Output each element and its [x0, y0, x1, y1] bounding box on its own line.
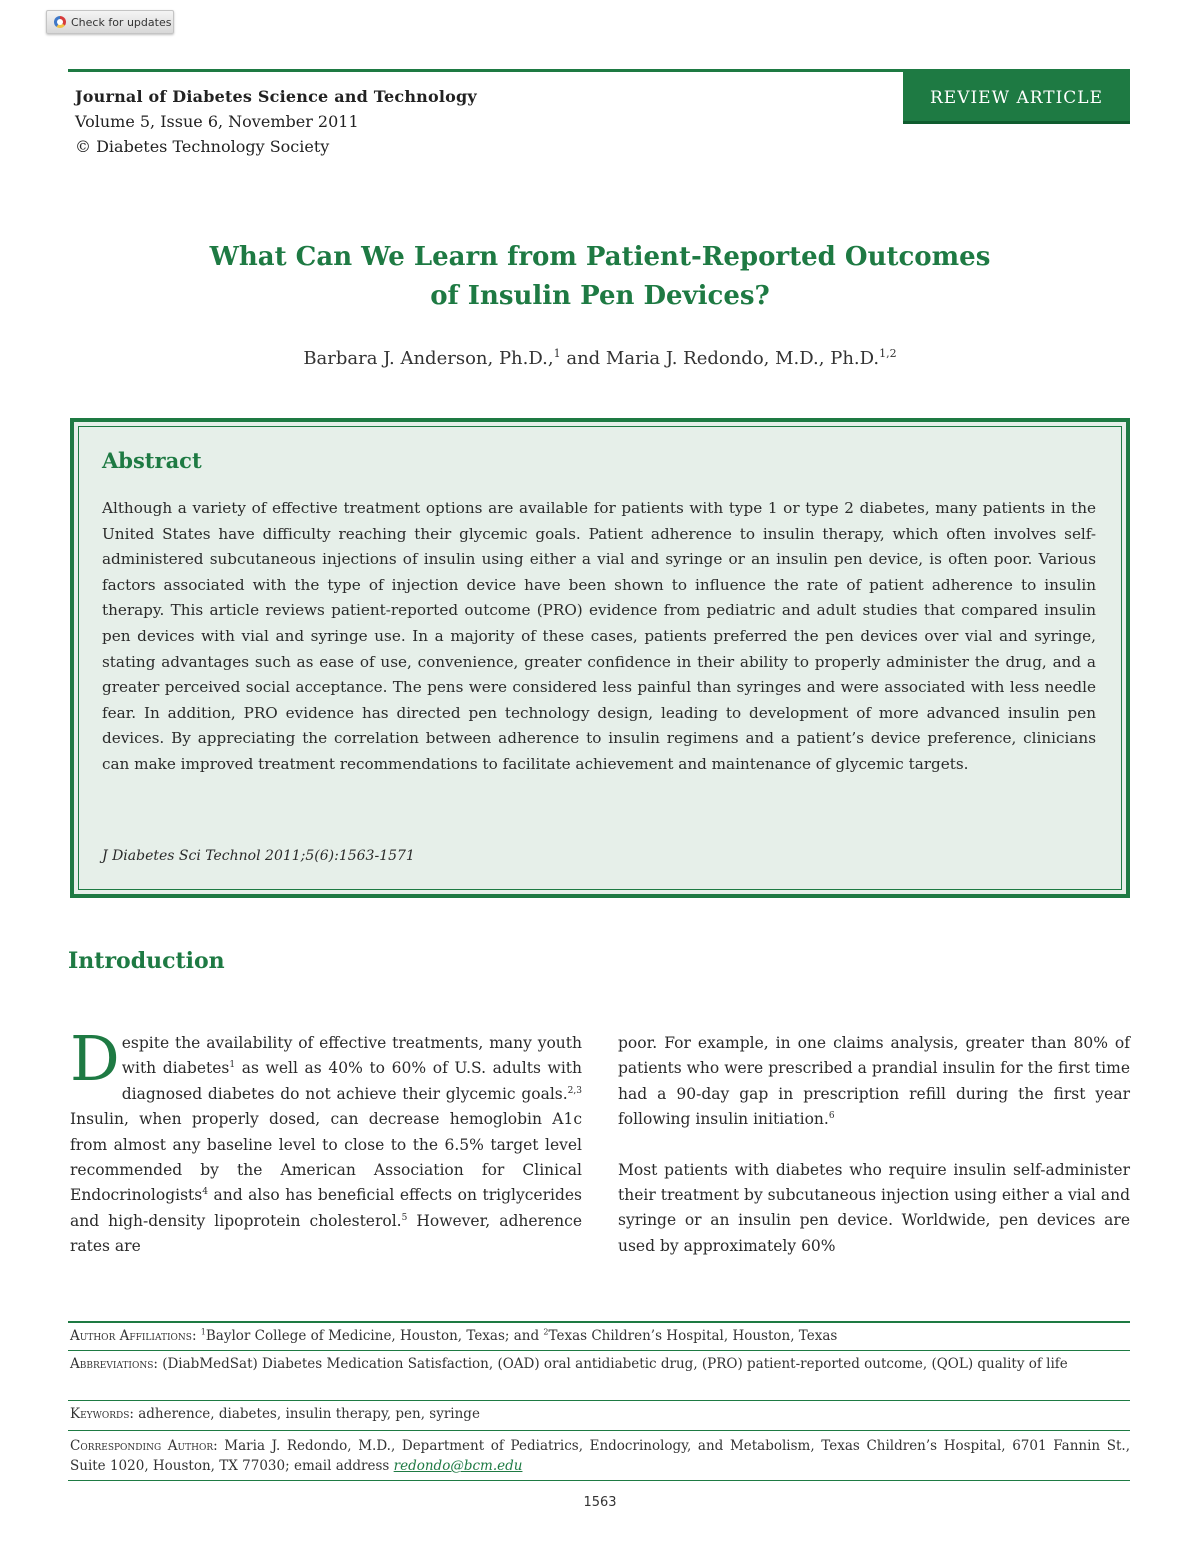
intro-text: and also has beneficial effects on triglycerides and high-density lipoprotein cholesterol.: [70, 1186, 582, 1230]
abstract-heading: Abstract: [102, 448, 202, 473]
footer-label: Keywords:: [70, 1406, 134, 1422]
email-link[interactable]: redondo@bcm.edu: [393, 1458, 523, 1474]
abstract-text: Although a variety of effective treatment options are available for patients with type 1 or type 2 diabetes, many patients in the United States have difficulty reaching their glycemic goals. Patient adherence to insulin therapy, which often involves self-administered subcutaneous injections of insulin using either a vial and syringe or an insulin pen device, is often poor. Various factors associated with the type of injection device have been shown to influence the rate of patient adherence to insulin therapy. This article reviews patient-reported outcome (PRO) evidence from pediatric and adult studies that compared insulin pen devices with vial and syringe use. In a majority of these cases, patients preferred the pen devices over vial and syringe, stating advantages such as ease of use, convenience, greater confidence in their ability to properly administer the drug, and a greater perceived social acceptance. The pens were considered less painful than syringes and were associated with less needle fear. In addition, PRO evidence has directed pen technology design, leading to development of more advanced insulin pen devices. By appreciating the correlation between adherence to insulin regimens and a patient’s device preference, clinicians can make improved treatment recommendations to facilitate achievement and maintenance of glycemic targets.: [102, 499, 1096, 773]
title-line-2: of Insulin Pen Devices?: [430, 281, 770, 311]
affiliation-ref: 1: [200, 1327, 206, 1337]
article-type-badge: REVIEW ARTICLE: [903, 72, 1130, 124]
intro-text: Insulin, when properly dosed, can decrease hemoglobin A1c from almost any baseline level to close to the 6.5% target level recommended by the American Association for Clinical Endocrinologists: [70, 1110, 582, 1205]
footer-label: Abbreviations:: [70, 1356, 158, 1372]
citation-ref: 2,3: [567, 1085, 582, 1096]
page-number: 1563: [583, 1495, 617, 1510]
citation-ref: 6: [828, 1111, 835, 1122]
author-1: Barbara J. Anderson, Ph.D.,: [303, 348, 554, 369]
drop-cap: D: [70, 1022, 120, 1095]
author-joiner: and: [560, 348, 606, 369]
footer-rule: [68, 1400, 1130, 1401]
intro-column-left: [70, 1022, 582, 1260]
footer-rule: [68, 1430, 1130, 1431]
copyright-line: © Diabetes Technology Society: [75, 137, 330, 156]
corresponding-author: [70, 1436, 1130, 1476]
author-2: Maria J. Redondo, M.D., Ph.D.: [605, 348, 880, 369]
footer-text: (DiabMedSat) Diabetes Medication Satisfaction, (OAD) oral antidiabetic drug, (PRO) patient-reported outcome, (QOL) quality of life: [162, 1356, 1068, 1372]
intro-text: However, adherence rates are: [70, 1211, 582, 1256]
author-1-affiliation: 1: [553, 347, 561, 360]
intro-paragraph-1: [70, 1022, 582, 1260]
footer-text: adherence, diabetes, insulin therapy, pen, syringe: [138, 1406, 480, 1422]
footer-rule: [68, 1321, 1130, 1323]
citation-ref: 1: [229, 1060, 236, 1071]
keywords: [70, 1404, 1130, 1424]
article-title: [0, 238, 1200, 316]
check-for-updates-label: Check for updates: [71, 15, 172, 29]
footer-label: Author Affiliations:: [70, 1328, 197, 1344]
intro-text: poor. For example, in one claims analysis, greater than 80% of patients who were prescribed a prandial insulin for the first time had a 90-day gap in prescription refill during the first year following insulin initiation.: [618, 1034, 1130, 1129]
citation-ref: 4: [202, 1187, 208, 1198]
intro-paragraph-2: [618, 1031, 1130, 1133]
intro-text: as well as 40% to 60% of U.S. adults with diagnosed diabetes do not achieve their glycemic goals.: [121, 1059, 582, 1103]
footer-label: Corresponding Author:: [70, 1438, 218, 1454]
footer-text: Baylor College of Medicine, Houston, Texas; and: [205, 1328, 544, 1344]
crossmark-icon: [53, 15, 67, 29]
citation-ref: 5: [401, 1212, 408, 1223]
footer-text: Texas Children’s Hospital, Houston, Texas: [548, 1328, 838, 1344]
title-line-1: What Can We Learn from Patient-Reported Outcomes: [209, 242, 991, 272]
intro-text: espite the availability of effective treatments, many youth with diabetes: [121, 1034, 582, 1078]
footer-text: Maria J. Redondo, M.D., Department of Pediatrics, Endocrinology, and Metabolism, Texas Children’s Hospital, 6701 Fannin St., Suite 1020, Houston, TX 77030; email address: [70, 1438, 1130, 1474]
volume-line: Volume 5, Issue 6, November 2011: [75, 112, 359, 131]
author-affiliations: [70, 1326, 1130, 1346]
abbreviations: [70, 1354, 1130, 1374]
affiliation-ref: 2: [543, 1327, 549, 1337]
abstract-citation: J Diabetes Sci Technol 2011;5(6):1563-1571: [102, 848, 415, 864]
abstract-box: [70, 418, 1130, 898]
footer-rule: [68, 1480, 1130, 1481]
journal-name: Journal of Diabetes Science and Technology: [75, 87, 477, 106]
author-2-affiliation: 1,2: [879, 347, 897, 360]
footer-rule: [68, 1350, 1130, 1351]
introduction-heading: Introduction: [68, 948, 225, 974]
intro-paragraph-3: Most patients with diabetes who require insulin self-administer their treatment by subcutaneous injection using either a vial and syringe or an insulin pen device. Worldwide, pen devices are used by approximately 60%: [618, 1160, 1130, 1255]
journal-header: [75, 84, 477, 159]
intro-column-right: [618, 1031, 1130, 1259]
check-for-updates-button[interactable]: [46, 10, 174, 34]
author-list: [0, 347, 1200, 369]
